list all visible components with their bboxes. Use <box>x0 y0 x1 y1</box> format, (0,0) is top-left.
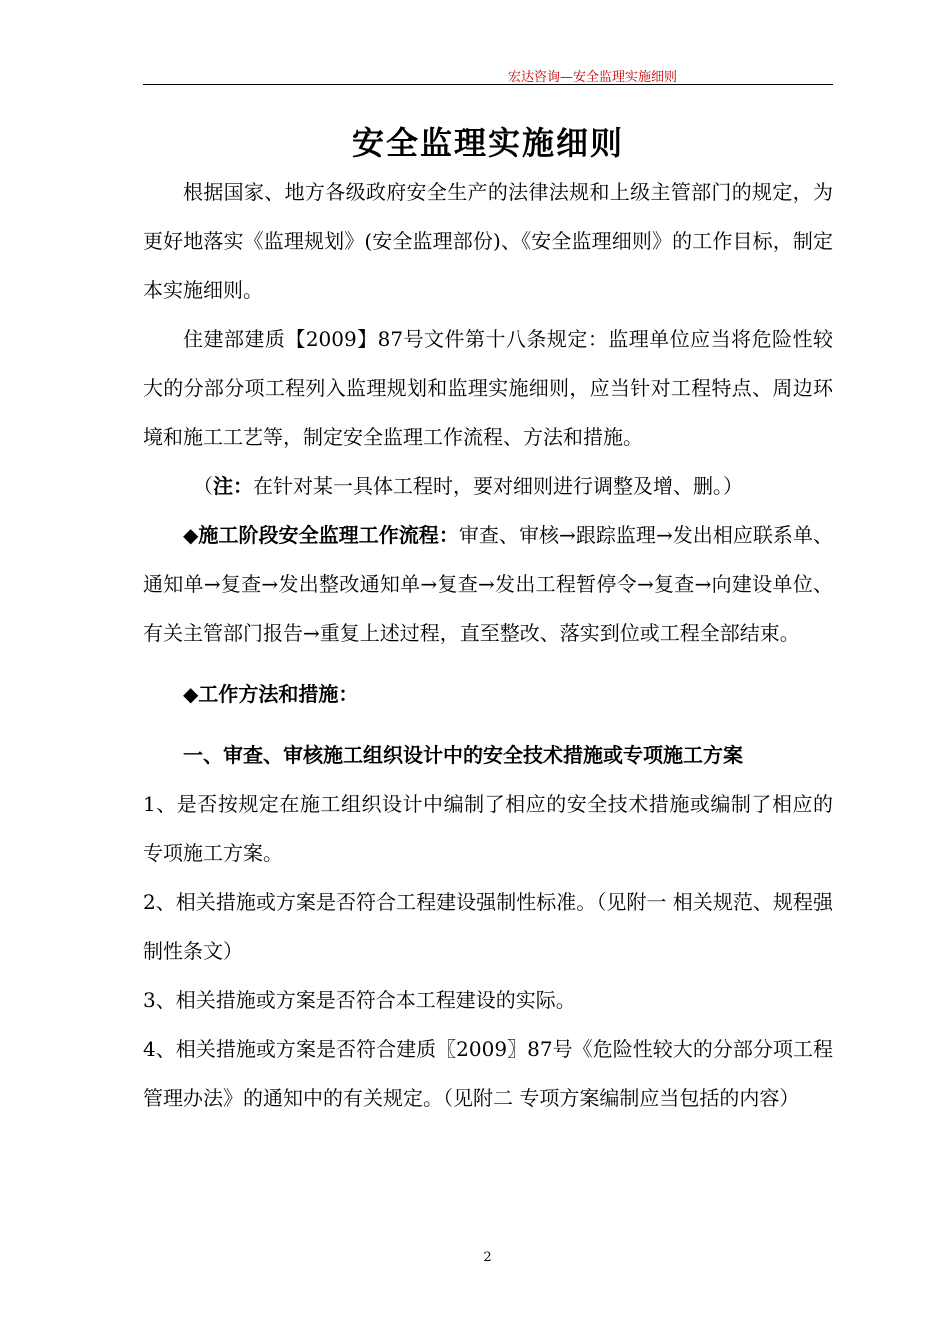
spacer <box>143 658 833 670</box>
list-item-3: 3、相关措施或方案是否符合本工程建设的实际。 <box>143 988 576 1012</box>
note-paragraph <box>143 462 833 511</box>
note-open: （ <box>193 474 213 498</box>
workflow-label: ◆施工阶段安全监理工作流程： <box>183 523 459 547</box>
header-rule <box>143 84 833 85</box>
methods-heading: ◆工作方法和措施： <box>183 682 359 706</box>
note-text: 在针对某一具体工程时，要对细则进行调整及增、删。） <box>253 474 743 498</box>
list-item-4: 4、相关措施或方案是否符合建质〖2009〗87号《危险性较大的分部分项工程管理办法》的通知中的有关规定。（见附二 专项方案编制应当包括的内容） <box>143 1037 833 1110</box>
list-item-1: 1、是否按规定在施工组织设计中编制了相应的安全技术措施或编制了相应的专项施工方案。 <box>143 792 833 865</box>
list-item-2: 2、相关措施或方案是否符合工程建设强制性标准。（见附一 相关规范、规程强制性条文） <box>143 890 833 963</box>
document-title: 安全监理实施细则 <box>351 124 624 162</box>
spacer <box>143 719 833 731</box>
running-header: 宏达咨询—安全监理实施细则 <box>508 70 678 85</box>
section-1-heading: 一、审查、审核施工组织设计中的安全技术措施或专项施工方案 <box>183 743 743 767</box>
intro-paragraph: 根据国家、地方各级政府安全生产的法律法规和上级主管部门的规定，为更好地落实《监理规划》(安全监理部份)、《安全监理细则》的工作目标，制定本实施细则。 <box>143 180 833 302</box>
note-label: 注： <box>213 474 253 498</box>
workflow-text: 审查、审核→跟踪监理→发出相应联系单、通知单→复查→发出整改通知单→复查→发出工程暂停令→复查→向建设单位、有关主管部门报告→重复上述过程，直至整改、落实到位或工程全部结束。 <box>143 523 833 645</box>
regulation-paragraph: 住建部建质【2009】87号文件第十八条规定：监理单位应当将危险性较大的分部分项工程列入监理规划和监理实施细则，应当针对工程特点、周边环境和施工工艺等，制定安全监理工作流程、方法和措施。 <box>143 327 833 449</box>
page-number: 2 <box>483 1250 492 1265</box>
workflow-paragraph <box>143 511 833 658</box>
document-body <box>143 168 833 1123</box>
